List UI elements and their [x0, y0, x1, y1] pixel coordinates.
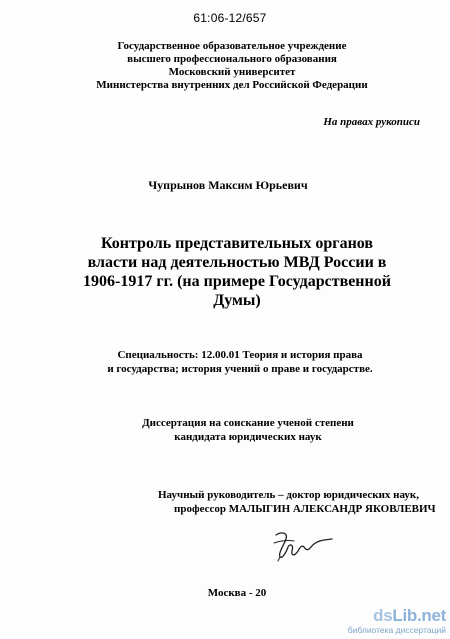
- institution-line: Министерства внутренних дел Российской Федерации: [96, 79, 368, 91]
- title-line: власти над деятельностью МВД России в: [87, 254, 387, 271]
- watermark-logo-main: Lib.net: [392, 606, 446, 625]
- specialty-line: Специальность: 12.00.01 Теория и история права: [117, 349, 363, 361]
- title-line: Думы): [213, 292, 261, 309]
- document-code: 61:06-12/657: [193, 11, 267, 25]
- author-name: Чупрынов Максим Юрьевич: [148, 178, 308, 192]
- supervisor-line: профессор МАЛЫГИН АЛЕКСАНДР ЯКОВЛЕВИЧ: [174, 503, 436, 515]
- rights-note: На правах рукописи: [323, 116, 420, 128]
- specialty-block: [60, 348, 420, 376]
- institution-line: Московский университет: [168, 66, 296, 78]
- watermark-subtitle: библиотека диссертаций: [347, 625, 446, 635]
- title-line: 1906-1917 гг. (на примере Государственной: [83, 273, 391, 290]
- dissertation-title: [40, 234, 434, 310]
- degree-line: Диссертация на соискание ученой степени: [142, 417, 354, 429]
- handwritten-signature: [268, 523, 340, 563]
- degree-block: [0, 416, 450, 444]
- dslib-watermark: [338, 606, 446, 636]
- watermark-logo: [373, 606, 446, 626]
- watermark-logo-prefix: ds: [373, 606, 393, 625]
- institution-line: высшего профессионального образования: [127, 53, 337, 65]
- specialty-line: и государства; история учений о праве и государстве.: [107, 363, 373, 375]
- degree-line: кандидата юридических наук: [174, 431, 322, 443]
- title-line: Контроль представительных органов: [100, 235, 374, 252]
- city-year: Москва - 20: [207, 587, 267, 599]
- institution-line: Государственное образовательное учреждение: [117, 40, 347, 52]
- institution-block: [0, 40, 450, 92]
- supervisor-block: [158, 488, 436, 516]
- supervisor-line: Научный руководитель – доктор юридических наук,: [158, 489, 420, 501]
